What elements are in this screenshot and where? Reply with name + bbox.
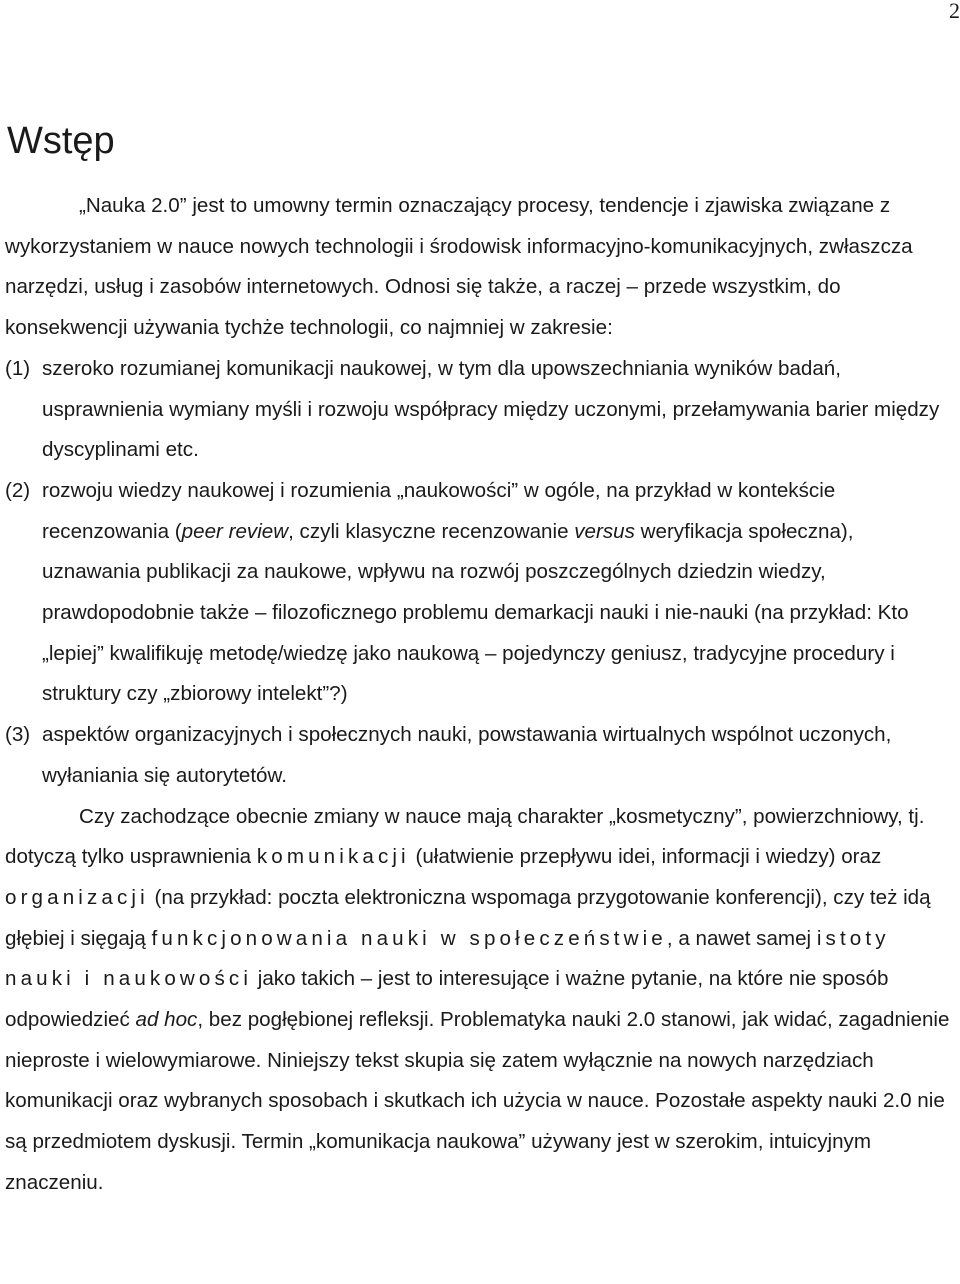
list-item-number: (2)	[5, 478, 31, 502]
paragraph-text: , a nawet samej	[666, 926, 817, 950]
page-number: 2	[949, 0, 960, 23]
list-item-1	[5, 349, 955, 471]
list-item-3	[5, 715, 955, 796]
list-item-text: , czyli klasyczne recenzowanie	[288, 519, 575, 543]
list-item-text: weryfikacja społeczna), uznawania publikacji za naukowe, wpływu na rozwój poszczególnych dziedzin wiedzy, prawdopodobnie także – filozoficznego problemu demarkacji nauki i nie-nauki (na przykład: Kto „lepiej” kwalifikuję metodę/wiedzę jako naukową – pojedynczy geniusz, tradycyjne procedury i struktury czy „zbiorowy intelekt”?)	[42, 519, 909, 706]
spaced-emphasis: organizacji	[5, 885, 149, 909]
spaced-emphasis: funkcjonowania nauki w społeczeństwie	[151, 926, 667, 950]
list-item-2	[5, 471, 955, 715]
list-item-text: szeroko rozumianej komunikacji naukowej, w tym dla upowszechniania wyników badań, usprawnienia wymiany myśli i rozwoju współpracy między uczonymi, przełamywania barier między dyscyplinami etc.	[42, 356, 940, 462]
spaced-emphasis: komunikacji	[256, 845, 410, 869]
list-item-number: (1)	[5, 356, 31, 380]
spaced-emphasis: istoty nauki i naukowości	[5, 926, 890, 991]
paragraph-text: Czy zachodzące obecnie zmiany w nauce mają charakter „kosmetyczny”, powierzchniowy, tj. dotyczą tylko usprawnienia	[5, 804, 925, 869]
italic-term: versus	[574, 519, 635, 543]
document-body	[5, 186, 955, 1204]
list-item-text: aspektów organizacyjnych i społecznych nauki, powstawania wirtualnych wspólnot uczonych, wyłaniania się autorytetów.	[42, 723, 892, 787]
section-heading: Wstęp	[7, 120, 115, 162]
closing-paragraph	[5, 797, 955, 1204]
intro-paragraph: „Nauka 2.0” jest to umowny termin oznaczający procesy, tendencje i zjawiska związane z wykorzystaniem w nauce nowych technologii i środowisk informacyjno-komunikacyjnych, zwłaszcza narzędzi, usług i zasobów internetowych. Odnosi się także, a raczej – przede wszystkim, do konsekwencji używania tychże technologii, co najmniej w zakresie:	[5, 194, 913, 340]
list-item-text: rozwoju wiedzy naukowej i rozumienia „naukowości” w ogóle, na przykład w kontekście recenzowania (	[42, 478, 836, 543]
paragraph-text: jako takich – jest to interesujące i ważne pytanie, na które nie sposób odpowiedzieć	[5, 967, 889, 1032]
paragraph-text: (ułatwienie przepływu idei, informacji i wiedzy) oraz	[409, 845, 882, 869]
italic-term: peer review	[181, 519, 289, 543]
paragraph-text: , bez pogłębionej refleksji. Problematyka nauki 2.0 stanowi, jak widać, zagadnienie nieproste i wielowymiarowe. Niniejszy tekst skupia się zatem wyłącznie na nowych narzędziach komunikacji oraz wybranych sposobach i skutkach ich użycia w nauce. Pozostałe aspekty nauki 2.0 nie są przedmiotem dyskusji. Termin „komunikacja naukowa” używany jest w szerokim, intuicyjnym znaczeniu.	[5, 1008, 950, 1194]
paragraph-text: (na przykład: poczta elektroniczna wspomaga przygotowanie konferencji), czy też idą głębiej i sięgają	[5, 885, 931, 950]
italic-term: ad hoc	[135, 1008, 198, 1032]
list-item-number: (3)	[5, 723, 31, 747]
